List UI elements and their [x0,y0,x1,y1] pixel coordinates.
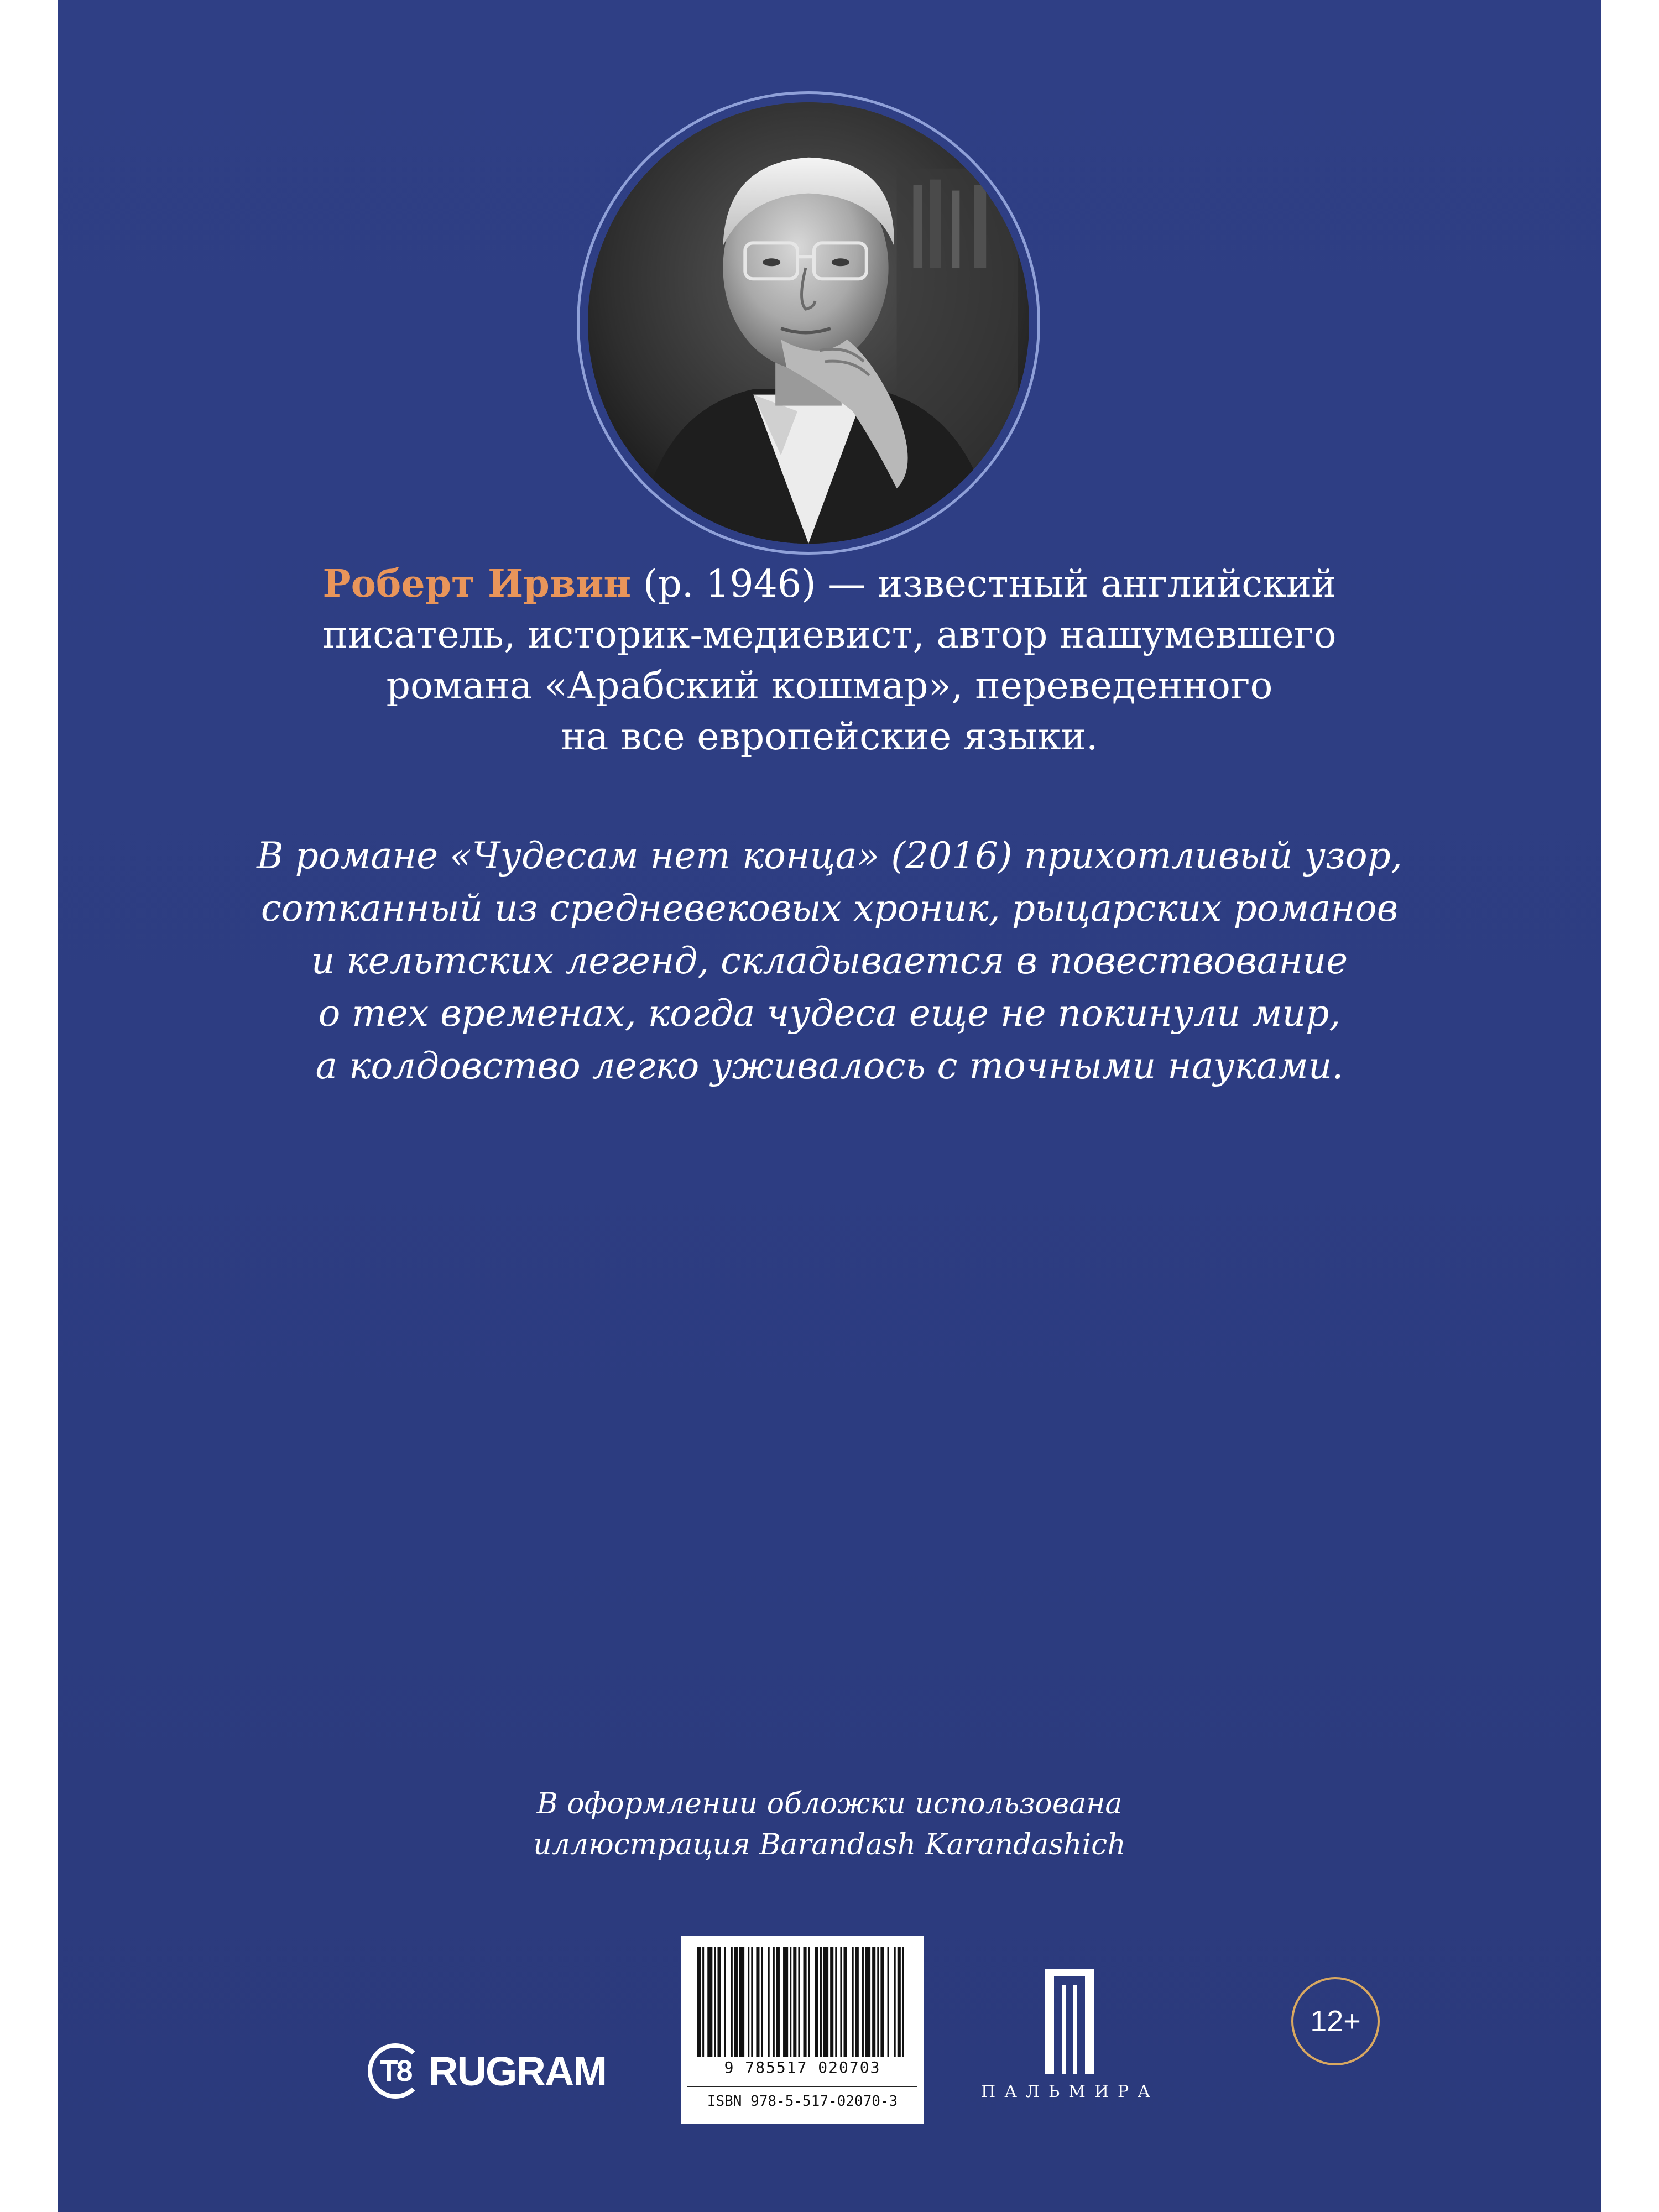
barcode-bar [702,1947,704,2057]
barcode-bar [902,1947,904,2057]
barcode-bar [865,1947,870,2057]
barcode-bar [894,1947,896,2057]
book-description [58,830,1601,1092]
barcode-bar [798,1947,800,2057]
barcode-bar [724,1947,726,2057]
description-line: сотканный из средневековых хроник, рыцарских романов [260,887,1399,930]
barcode-bars [697,1947,907,2057]
rugram-logo [368,2041,606,2101]
bio-line-4: на все европейские языки. [561,715,1098,759]
barcode-bar [843,1947,847,2057]
barcode-bar [783,1947,788,2057]
barcode-bar [739,1947,744,2057]
barcode-bar [793,1947,796,2057]
bio-line-3: романа «Арабский кошмар», переведенного [386,664,1273,708]
author-name: Роберт Ирвин [322,562,632,606]
rugram-mark: T8 [368,2043,423,2099]
barcode-bar [872,1947,875,2057]
bio-line-1-rest: (р. 1946) — известный английский [631,562,1337,606]
barcode-bar [855,1947,859,2057]
palmira-mark-icon [1045,1969,1094,2074]
barcode-bar [898,1947,901,2057]
barcode-bar [717,1947,721,2057]
barcode-bar [734,1947,738,2057]
barcode-bar [823,1947,828,2057]
barcode-bar [815,1947,818,2057]
barcode-bar [731,1947,733,2057]
description-line: В романе «Чудесам нет конца» (2016) прихотливый узор, [257,834,1402,877]
barcode-bar [790,1947,791,2057]
description-line: и кельтских легенд, складывается в повествование [311,940,1348,982]
age-rating-badge: 12+ [1291,1977,1380,2065]
barcode-bar [888,1947,889,2057]
barcode-bar [840,1947,842,2057]
barcode [681,1936,924,2124]
palmira-name: ПАЛЬМИРА [981,2082,1159,2101]
description-line: а колдовство легко уживалось с точными науками. [315,1045,1344,1087]
barcode-bar [714,1947,716,2057]
barcode-bar [852,1947,854,2057]
barcode-bar [773,1947,775,2057]
barcode-bar [820,1947,822,2057]
barcode-bar [756,1947,759,2057]
barcode-bar [761,1947,763,2057]
author-portrait-image [588,102,1029,544]
barcode-bar [697,1947,701,2057]
bio-line-1 [58,559,1601,610]
description-line: о тех временах, когда чудеса еще не покинули мир, [318,992,1341,1035]
barcode-bar [862,1947,864,2057]
barcode-bar [808,1947,810,2057]
author-portrait [588,102,1029,544]
barcode-bar [707,1947,712,2057]
isbn-number: ISBN 978-5-517-02070-3 [687,2086,917,2116]
barcode-bar [748,1947,749,2057]
barcode-digits: 9 785517 020703 [724,2058,881,2077]
barcode-bar [877,1947,879,2057]
barcode-bar [776,1947,780,2057]
barcode-bar [751,1947,753,2057]
barcode-bar [880,1947,884,2057]
bio-line-2: писатель, историк-медиевист, автор нашумевшего [322,613,1337,657]
back-cover [58,0,1601,2212]
credit-line: иллюстрация Barandash Karandashich [533,1828,1126,1861]
barcode-bar [804,1947,807,2057]
cover-credit [58,1783,1601,1865]
author-bio [58,559,1601,763]
rugram-name: RUGRAM [429,2048,606,2094]
barcode-bar [768,1947,770,2057]
palmira-logo [976,1958,1164,2112]
barcode-bar [830,1947,833,2057]
barcode-bar [835,1947,837,2057]
credit-line: В оформлении обложки использована [536,1787,1123,1820]
